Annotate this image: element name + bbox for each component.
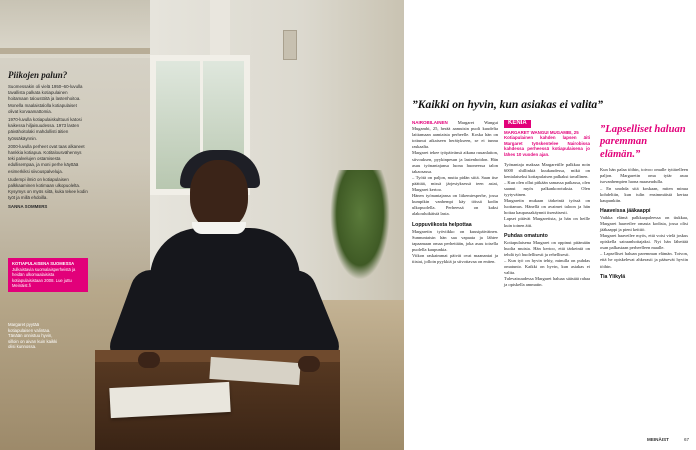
promo-box-text: Julkaistavia suomalaisperheistä ja heidän ulkomaalaisista kotiapulaisistaan 2008. Lue juttu Meinäist.fi [12, 266, 76, 289]
photo-caption: Margaret pyytää kotiapulaisen valintaa. Tänään onnistuu hyvin, silloin on aivan kuin kaikki olisi kunnossa. [8, 322, 58, 350]
photo-wall-fixture [283, 30, 297, 60]
article-lead-word: NAIROBILAINEN [412, 120, 448, 125]
sidebar-article [8, 70, 88, 212]
photo-newspaper [109, 382, 230, 418]
article-subheading: Loppuviikosta helpottaa [412, 221, 472, 228]
article-paragraph: Margaretin mukaan tärkeintä työssä on luottamus. Hänellä on avaimet taloon ja hän hoitaa kaupassakäynnit itsenäisesti. [504, 198, 590, 216]
photo-beam [210, 0, 230, 60]
page-number: 67 [684, 437, 690, 442]
sidebar-paragraph: Uudempi ilmiö on kotiapulaisen palkkaaminen kotimaan ulkopuolelta. Kysymys on myös siitä, kuka tekee kodin työt ja millä ehdoilla. [8, 176, 88, 201]
article-paragraph: Työnantaja maksaa Margaretille palkkaa noin 6000 shillinkiä kuukaudessa, mikä on kenialaiseksi kotiapulaisen palkaksi tavallinen. [504, 161, 590, 179]
article-paragraph: Margaret tekee työpäivänsä aikana ruuanlaiton, siivouksen, pyykinpesun ja lastenhoidon. Hän asuu työnantajansa luona huoneessa talon takaosassa. [412, 150, 498, 174]
photo-woman-collar [192, 222, 246, 234]
article-page [404, 0, 696, 450]
pull-quote: ”Lapselliset haluan paremman elämän.” [600, 124, 686, 160]
article-subheading: Haaveissa jääkaappi [600, 207, 651, 214]
article-paragraph: Tulevaisuudessa Margaret haluaa säästää rahaa ja opiskella ammatin. [504, 276, 590, 288]
sidebar-paragraph: 1970-luvulla kotiapulaiskulttuuri katosi kaikessa hiljaisuudessa. 1973 lasten päivähoitolaki mahdollisti äitien työssäkäynnin. [8, 117, 82, 141]
sidebar-title: Piikojen palun? [8, 70, 68, 80]
article-paragraph: Margaret haaveilee myös, että voisi vielä joskus opiskella sairaanhoitajaksi. Nyt hän lähettää osan palkastaan perheelleen maalle. [600, 233, 688, 251]
article-paragraph [412, 120, 498, 150]
article-column-1 [412, 120, 498, 265]
country-tag: KENIA [504, 120, 531, 128]
article-paragraph: – Lapselliset haluan paremman elämän. Toivon, että he opiskelevat ahkerasti ja pääsevät hyviin töihin. [600, 251, 688, 269]
article-subheading: Puhdas omatunto [504, 232, 548, 239]
photo-woman-face [190, 160, 248, 230]
photo-woman-hand-left [138, 352, 160, 368]
article-paragraph: – En unohda sitä koskaan, miten minua kohdeltiin, kun tulin ensimmäistä kertaa kaupunkiin. [600, 185, 688, 203]
article-paragraph: Kun hän palaa töihin, toivoo omalle tyttärelleen paljon. Margaretin oma tytär asuu isovanhempien luona maaseudulla. [600, 167, 688, 185]
promo-box-heading: KOTIAPULAISENA SUOMESSA [12, 261, 75, 266]
article-signature: Tia Ylikylä [600, 273, 626, 280]
photo-shelf [0, 48, 150, 54]
sidebar-paragraph: Suomessakin oli vielä 1950–60-luvulla tavallista palkata kotiapulainen hoitamaan taloustöitä ja lastenhoitoa. Monella maalaistalolla kotiapulaiset olivat korvaamattomia. [8, 84, 83, 114]
article-column-2 [504, 120, 590, 288]
article-paragraph: – Työtä on paljon, mutta pidän siitä. Saan itse päättää, missä järjestyksessä teen asiat, Margaret kertoo. [412, 174, 498, 193]
promo-box[interactable] [8, 258, 88, 292]
sidebar-signature: SANNA SOMMERS [8, 203, 48, 209]
magazine-name: MEINÄIST [647, 437, 669, 442]
profile-name: MARGARET WANGUI MUGAMBI, 25 [504, 129, 579, 135]
article-paragraph: – Kun olen ollut pitkään samassa paikassa, olen saanut myös palkankorotuksia. Olen tyytyväinen. [504, 179, 590, 198]
article-headline: ”Kaikki on hyvin, kun asiakas ei valita” [412, 98, 603, 111]
article-paragraph: Vaikka elämä palkkaapaleessa on tiukkaa, Margaret haaveilee omasta kodista, jossa olisi jääkaappi ja pieni keittiö. [600, 214, 688, 232]
profile-box [504, 120, 590, 158]
sidebar-paragraph: 2000-luvulla perheet ovat taas alkaneet hankkia kotiapua. Kotitalousvähennys teki palvelujen ostamisesta edullisempaa, ja moni perhe käyttää esimerkiksi siivouspalveluja. [8, 143, 85, 174]
article-paragraph: – Kun työ on hyvin tehty, minulla on puhdas omatunto. Kaikki on hyvin, kun asiakas ei valita. [504, 257, 590, 276]
article-text: Margaret Wangui Mugambi, 25, herää aamuisin puoli kuudelta laittamaan aamiaista perheelle. Koska hän on tottunut aikaiseen herätykseen, se ei tunnu raskaalta. [412, 120, 498, 150]
photo-plant [330, 170, 390, 280]
article-paragraph: Lapset pitävät Margaretista, ja hän on heille kuin toinen äiti. [504, 216, 590, 228]
article-paragraph: Viikon raskaimmat päivät ovat maanantai ja tiistai, jolloin pyykkiä ja siivottavaa on eniten. [412, 252, 498, 264]
profile-description: Kotiapulainen kahden lapsen äiti Margaret työskentelee Nairobissa kahdessa perheessä kotiapulaisena jo lähes 10 vuoden ajan. [504, 135, 590, 157]
article-paragraph: Hänen työnantajansa on liikemiesperhe, jossa kumpikin vanhempi käy töissä kodin ulkopuolella. Perheessä on kaksi alakouluikäistä lasta. [412, 193, 498, 217]
photo-woman-hand-right [298, 356, 320, 372]
article-column-3 [600, 120, 688, 281]
article-paragraph: Kotiapulaisena Margaret on oppinut pitämään huolta muista. Hän kertoo, että tärkeintä on tehdä työ huolellisesti ja rehellisesti. [504, 239, 590, 257]
article-paragraph: Margaretin työviikko on kuusipäiväinen. Sunnuntaisin hän saa vapaata ja lähtee tapaamaan omaa perhettään, joka asuu toisella puolella kaupunkia. [412, 228, 498, 252]
